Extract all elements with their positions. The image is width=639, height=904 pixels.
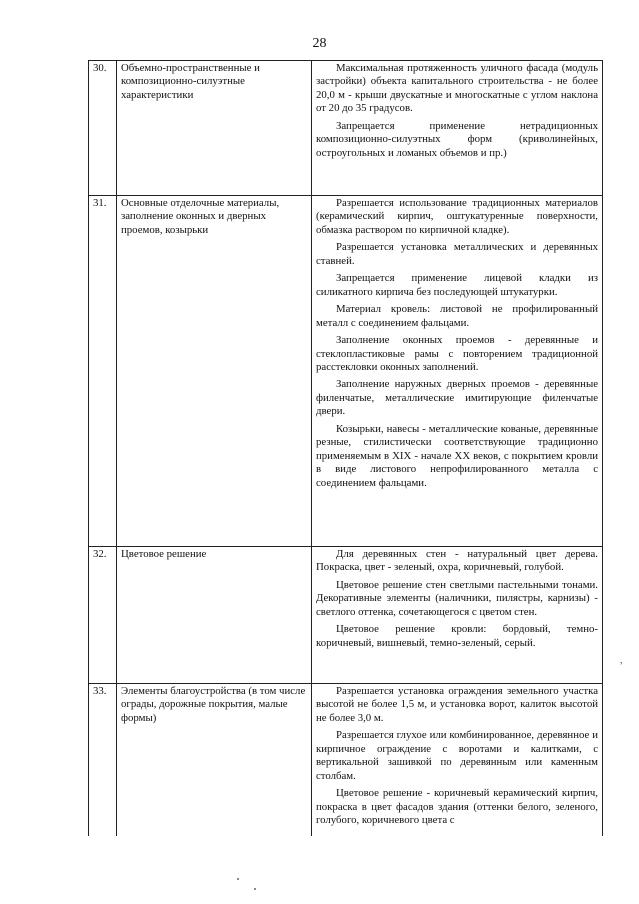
paragraph: Запрещается применение лицевой кладки из силикатного кирпича без последующей штукатурки. — [316, 272, 598, 298]
table-row — [89, 196, 603, 547]
scan-speck — [254, 888, 256, 890]
row-title: Элементы благоустройства (в том числе ограды, дорожные покрытия, малые формы) — [117, 684, 312, 837]
row-number: 32. — [89, 547, 117, 684]
paragraph: Цветовое решение кровли: бордовый, темно-коричневый, вишневый, темно-зеленый, серый. — [316, 623, 598, 649]
row-number: 30. — [89, 61, 117, 196]
paragraph: Цветовое решение - коричневый керамический кирпич, покраска в цвет фасадов здания (оттенки белого, зеленого, голубого, коричневого цвета с — [316, 787, 598, 827]
paragraph: Заполнение наружных дверных проемов - деревянные филенчатые, металлические имитирующие филенчатые двери. — [316, 378, 598, 418]
paragraph: Материал кровель: листовой не профилированный металл с соединением фальцами. — [316, 303, 598, 329]
paragraph: Козырьки, навесы - металлические кованые, деревянные резные, стилистически соответствующие традиционно применяемым в XIX - начале XX веков, с покрытием кровли в виде листового непрофилированного металла с соединением фальцами. — [316, 422, 598, 489]
margin-mark: , — [620, 655, 623, 666]
paragraph: Разрешается установка металлических и деревянных ставней. — [316, 241, 598, 267]
row-title: Основные отделочные материалы, заполнение оконных и дверных проемов, козырьки — [117, 196, 312, 547]
row-description — [312, 196, 603, 547]
row-title: Объемно-пространственные и композиционно-силуэтные характеристики — [117, 61, 312, 196]
row-description — [312, 547, 603, 684]
row-title: Цветовое решение — [117, 547, 312, 684]
paragraph: Максимальная протяженность уличного фасада (модуль застройки) объекта капитального строительства - не более 20,0 м - крыши двускатные и многоскатные с углом наклона от 20 до 35 градусов. — [316, 62, 598, 115]
paragraph: Заполнение оконных проемов - деревянные и стеклопластиковые рамы с повторением традиционной расстекловки оконных заполнений. — [316, 334, 598, 373]
table-row — [89, 684, 603, 837]
paragraph: Цветовое решение стен светлыми пастельными тонами. Декоративные элементы (наличники, пилястры, карнизы) - светлого оттенка, сочетающегося с цветом стен. — [316, 578, 598, 618]
paragraph: Запрещается применение нетрадиционных композиционно-силуэтных форм (криволинейных, остроугольных и ломаных объемов и пр.) — [316, 119, 598, 159]
regulations-table — [88, 60, 603, 836]
page-number: 28 — [312, 36, 327, 51]
scan-speck — [237, 878, 239, 880]
table-row — [89, 61, 603, 196]
table-row — [89, 547, 603, 684]
paragraph: Разрешается глухое или комбинированное, деревянное и кирпичное ограждение с воротами и калитками, с вертикальной зашивкой по деревянным или каменным столбам. — [316, 729, 598, 782]
row-description — [312, 61, 603, 196]
paragraph: Разрешается установка ограждения земельного участка высотой не более 1,5 м, и установка ворот, калиток высотой не более 3,0 м. — [316, 685, 598, 724]
row-number: 33. — [89, 684, 117, 837]
paragraph: Разрешается использование традиционных материалов (керамический кирпич, оштукатуренные поверхности, обмазка раствором по кирпичной кладке). — [316, 197, 598, 236]
paragraph: Для деревянных стен - натуральный цвет дерева. Покраска, цвет - зеленый, охра, коричневый, голубой. — [316, 548, 598, 574]
row-number: 31. — [89, 196, 117, 547]
row-description — [312, 684, 603, 837]
